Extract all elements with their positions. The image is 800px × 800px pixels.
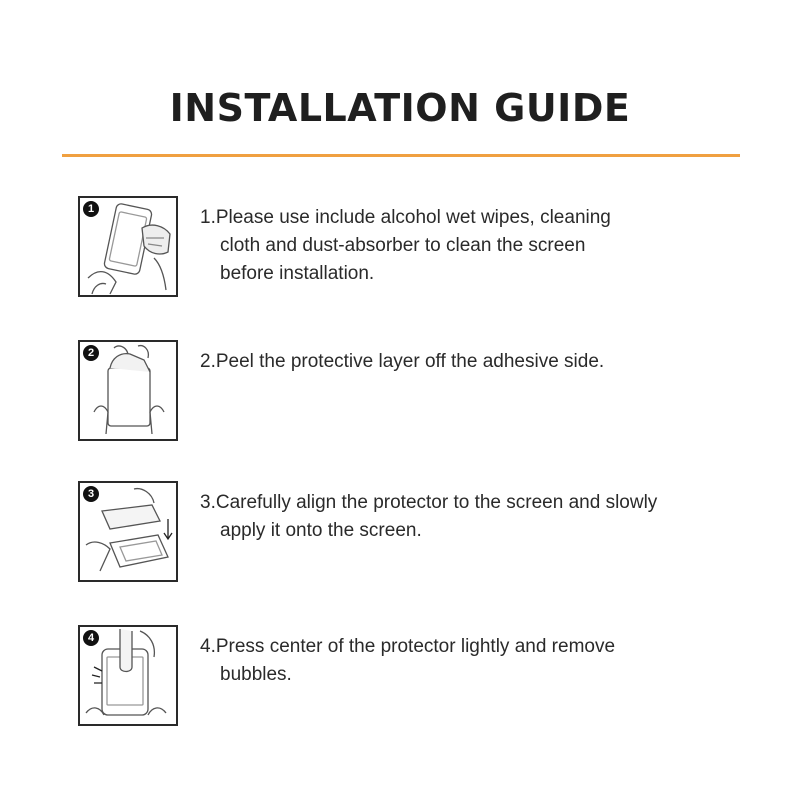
step-2	[78, 340, 758, 445]
step-1-line-3: before installation.	[220, 263, 375, 284]
step-4	[78, 625, 758, 730]
step-2-badge: 2	[83, 345, 99, 361]
step-1-line-1: 1.Please use include alcohol wet wipes, cleaning	[200, 207, 611, 228]
step-4-line-1: 4.Press center of the protector lightly and remove	[200, 636, 616, 657]
step-3-line-1: 3.Carefully align the protector to the screen and slowly	[200, 492, 658, 513]
step-1-text	[200, 204, 760, 288]
step-4-badge: 4	[83, 630, 99, 646]
step-3-line-2: apply it onto the screen.	[220, 520, 422, 541]
step-1-line-2: cloth and dust-absorber to clean the screen	[220, 235, 586, 256]
step-3-badge: 3	[83, 486, 99, 502]
step-3	[78, 481, 758, 586]
step-1	[78, 196, 758, 301]
step-2-illustration	[78, 340, 178, 441]
step-2-text	[200, 348, 760, 376]
step-2-line-1: 2.Peel the protective layer off the adhesive side.	[200, 351, 605, 372]
step-1-badge: 1	[83, 201, 99, 217]
step-4-line-2: bubbles.	[220, 664, 292, 685]
step-4-illustration	[78, 625, 178, 726]
step-1-illustration	[78, 196, 178, 297]
step-3-text	[200, 489, 760, 545]
title-divider	[62, 154, 740, 157]
step-4-text	[200, 633, 760, 689]
step-3-illustration	[78, 481, 178, 582]
page-title: INSTALLATION GUIDE	[169, 86, 631, 130]
